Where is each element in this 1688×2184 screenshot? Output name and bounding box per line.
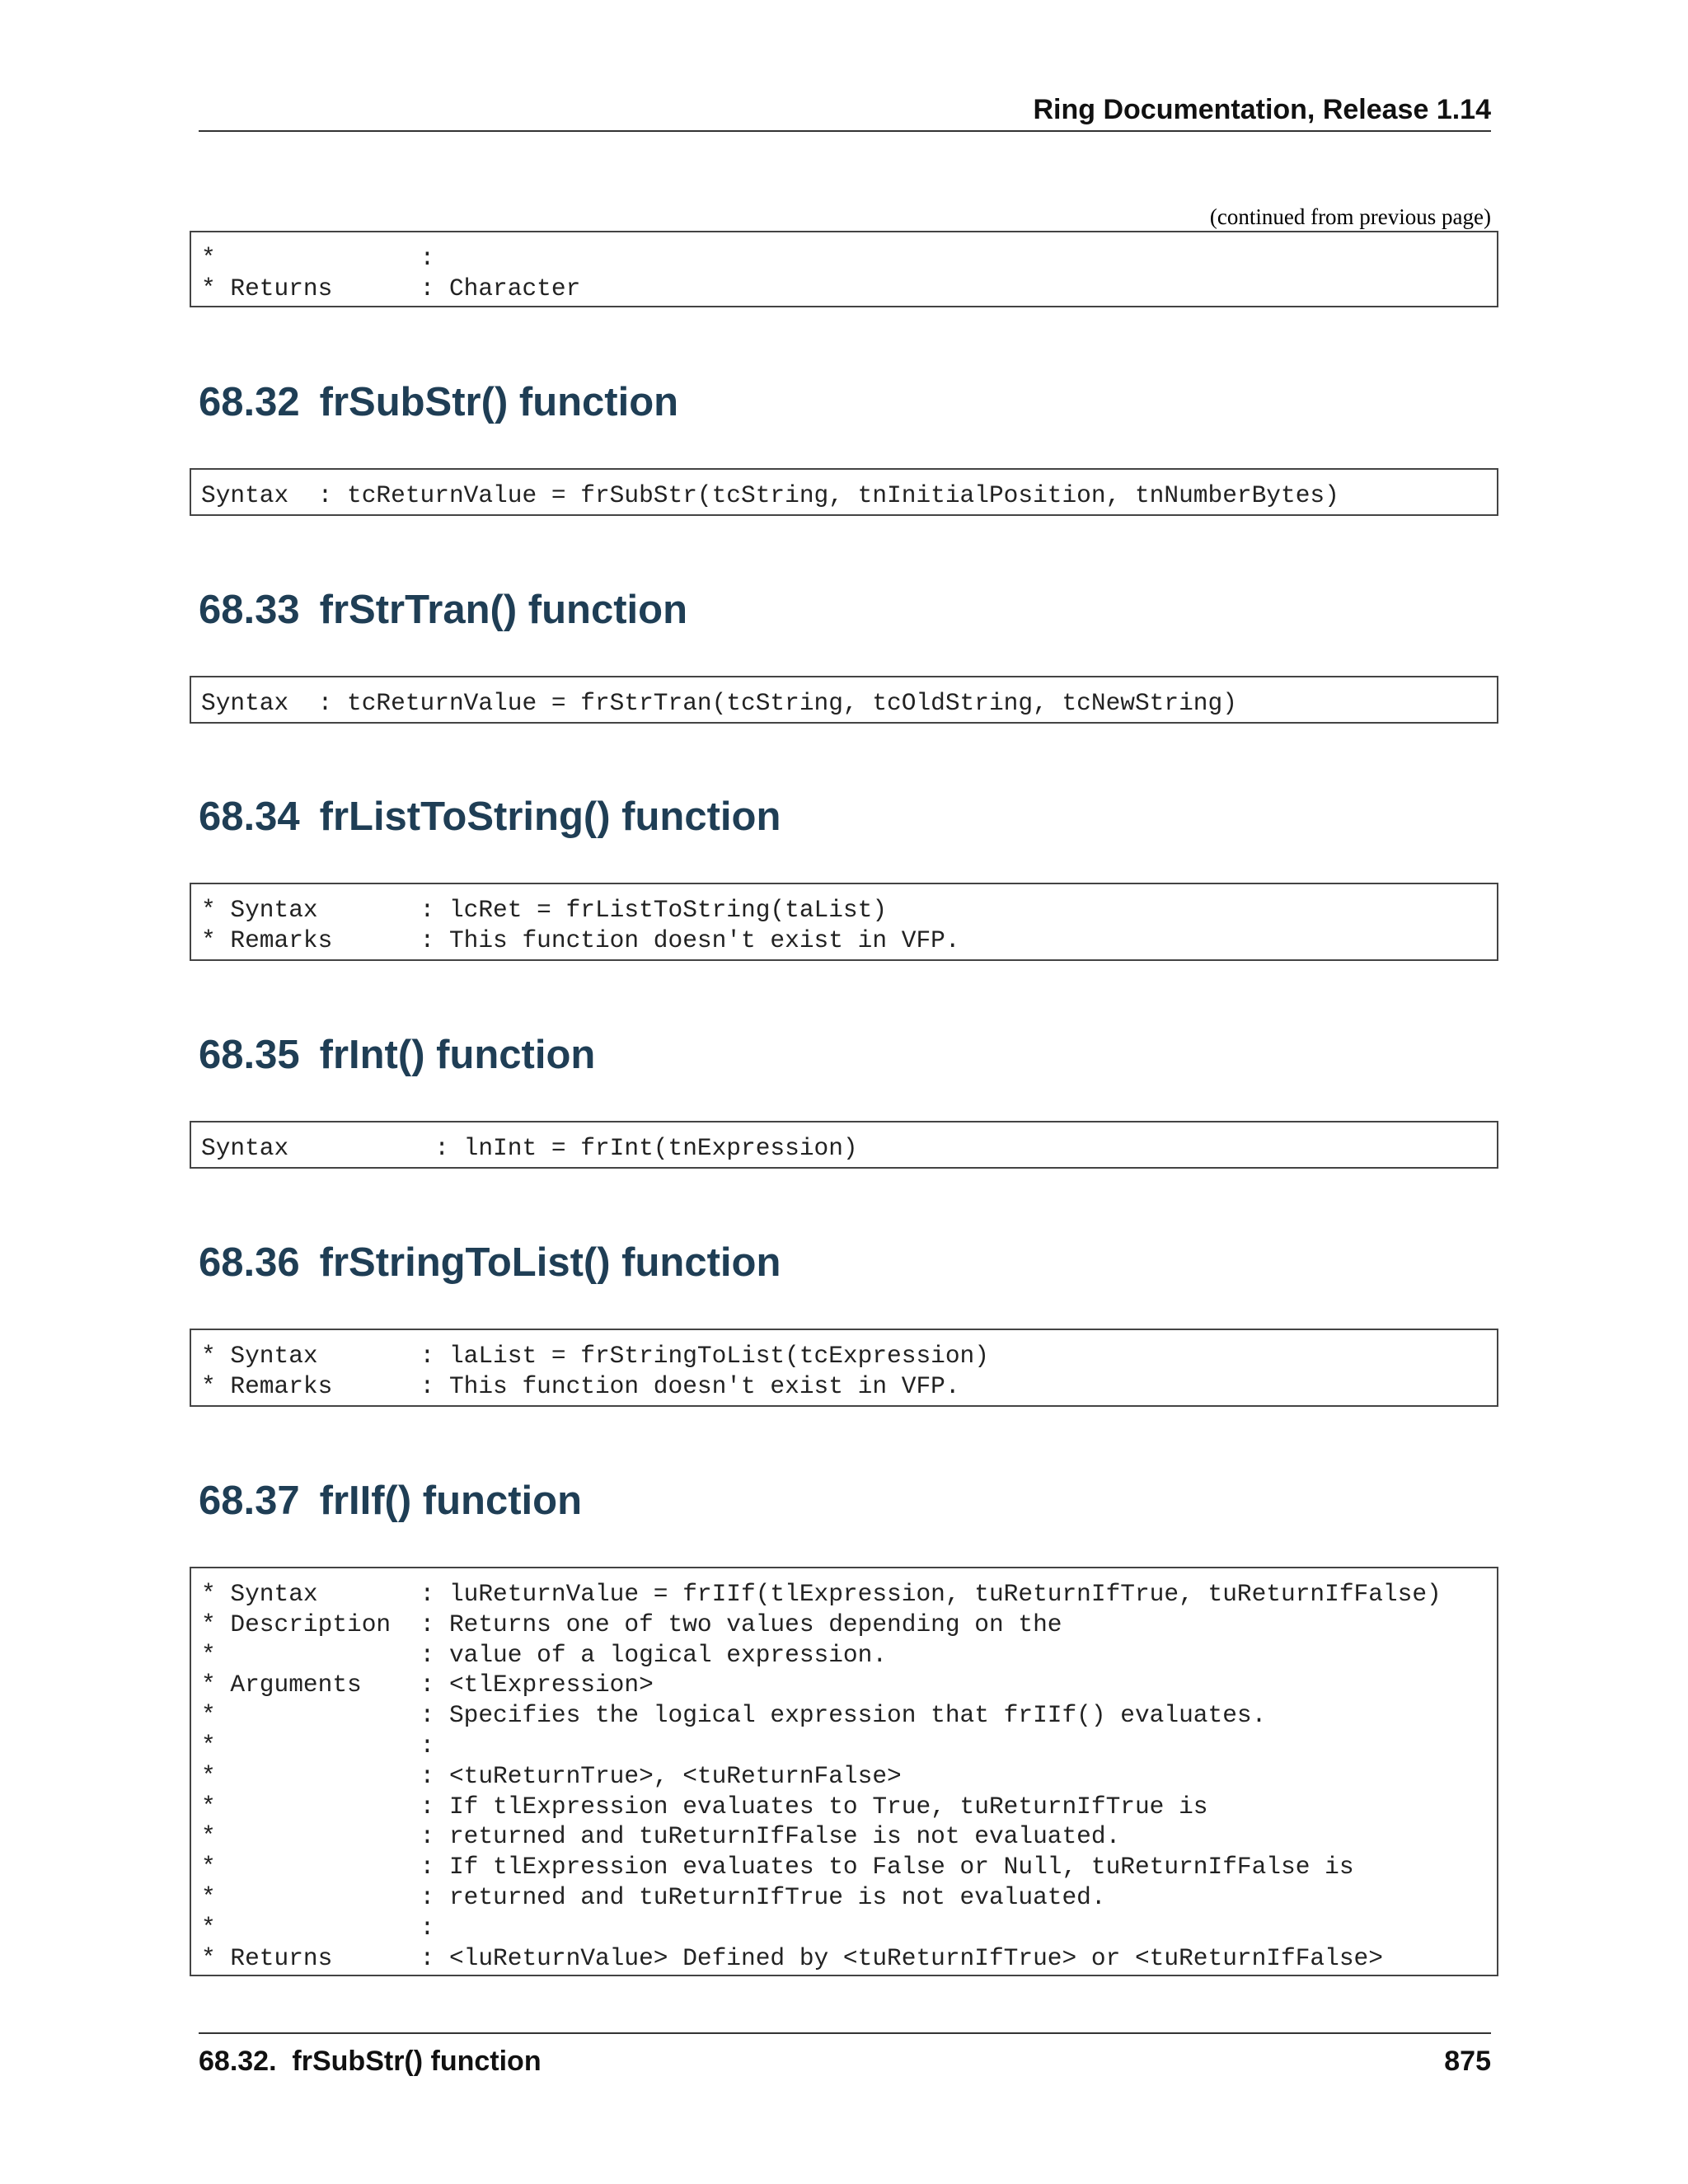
section-title: frStrTran() function: [319, 588, 688, 632]
code-line: * : returned and tuReturnIfTrue is not evaluated.: [201, 1882, 1106, 1911]
code-line: * :: [201, 1731, 435, 1760]
code-line: * Remarks : This function doesn't exist in VFP.: [201, 926, 960, 954]
code-line: * :: [201, 1913, 435, 1942]
continued-note: (continued from previous page): [1209, 204, 1491, 229]
section-title: frSubStr() function: [319, 380, 679, 424]
code-line: Syntax : lnInt = frInt(tnExpression): [201, 1134, 858, 1162]
code-line: * Returns : <luReturnValue> Defined by <tuReturnIfTrue> or <tuReturnIfFalse>: [201, 1943, 1383, 1972]
code-line: * Syntax : lcRet = frListToString(taList): [201, 896, 888, 924]
code-block-frlisttostring: [190, 883, 1498, 961]
section-number: 68.37: [199, 1479, 300, 1523]
section-number: 68.33: [199, 588, 300, 632]
code-line: * : value of a logical expression.: [201, 1640, 888, 1669]
page-footer: [199, 2032, 1491, 2083]
code-line: * : If tlExpression evaluates to True, tuReturnIfTrue is: [201, 1792, 1208, 1821]
code-line: * Description : Returns one of two values depending on the: [201, 1610, 1062, 1638]
section-heading-68-37: [199, 1476, 582, 1526]
section-heading-68-36: [199, 1238, 781, 1287]
code-block-frsubstr: [190, 468, 1498, 516]
section-title: frListToString() function: [319, 794, 781, 839]
section-heading-68-32: [199, 377, 678, 427]
code-line: * Syntax : laList = frStringToList(tcExpression): [201, 1342, 989, 1370]
code-line: * Syntax : luReturnValue = frIIf(tlExpression, tuReturnIfTrue, tuReturnIfFalse): [201, 1580, 1442, 1608]
section-number: 68.32: [199, 380, 300, 424]
section-title: frInt() function: [319, 1033, 596, 1077]
section-title: frIIf() function: [319, 1479, 583, 1523]
code-block-frstrtran: [190, 676, 1498, 724]
code-line: * :: [201, 244, 435, 272]
section-title: frStringToList() function: [319, 1240, 781, 1285]
code-block-friif: [190, 1567, 1498, 1976]
code-line: * : If tlExpression evaluates to False or Null, tuReturnIfFalse is: [201, 1853, 1354, 1882]
section-heading-68-34: [199, 792, 781, 841]
page-number: 875: [1444, 2046, 1491, 2077]
code-block-frint: [190, 1121, 1498, 1169]
section-number: 68.36: [199, 1240, 300, 1285]
code-line: * : <tuReturnTrue>, <tuReturnFalse>: [201, 1761, 902, 1790]
section-heading-68-35: [199, 1030, 595, 1080]
code-line: * : returned and tuReturnIfFalse is not evaluated.: [201, 1822, 1121, 1851]
code-line: Syntax : tcReturnValue = frSubStr(tcString, tnInitialPosition, tnNumberBytes): [201, 481, 1339, 509]
section-number: 68.35: [199, 1033, 300, 1077]
document-title: Ring Documentation, Release 1.14: [1033, 94, 1491, 125]
section-heading-68-33: [199, 585, 687, 635]
code-line: * Remarks : This function doesn't exist in VFP.: [201, 1371, 960, 1400]
footer-section-ref: 68.32. frSubStr() function: [199, 2046, 542, 2077]
code-line: Syntax : tcReturnValue = frStrTran(tcString, tcOldString, tcNewString): [201, 689, 1237, 717]
code-block-frstringtolist: [190, 1329, 1498, 1407]
code-line: * Arguments : <tlExpression>: [201, 1671, 654, 1699]
page-header: [199, 89, 1491, 132]
code-line: * : Specifies the logical expression that frIIf() evaluates.: [201, 1701, 1267, 1730]
section-number: 68.34: [199, 794, 300, 839]
code-block-continued: [190, 231, 1498, 307]
code-line: * Returns : Character: [201, 274, 581, 302]
